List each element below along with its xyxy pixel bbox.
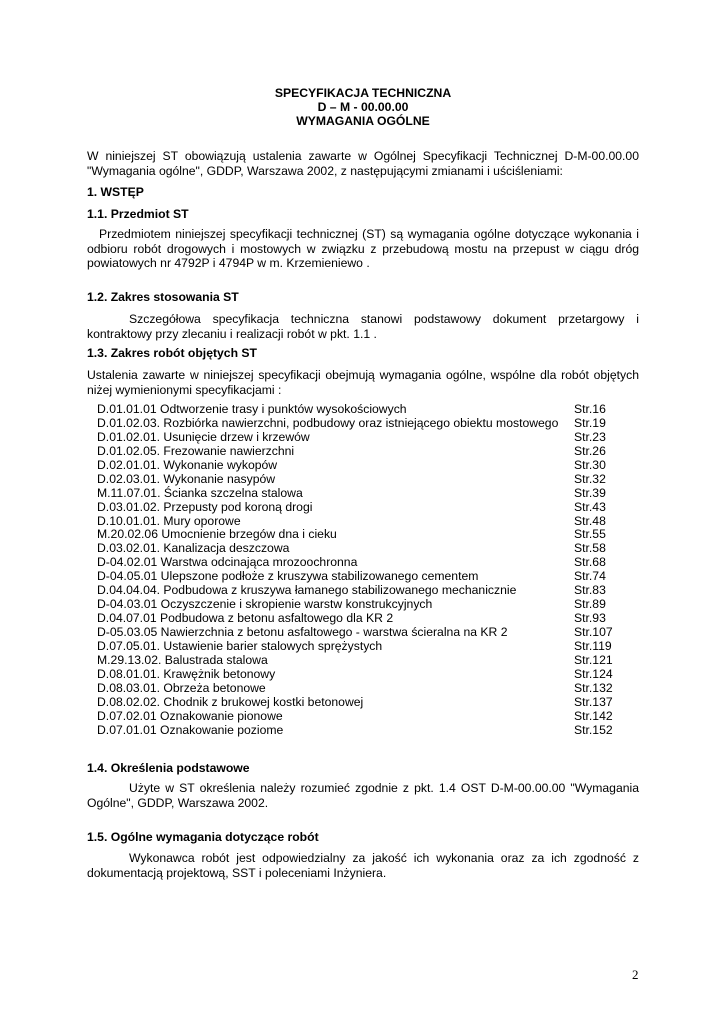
spec-title: D.03.02.01. Kanalizacja deszczowa bbox=[97, 541, 290, 556]
spec-page-ref: Str.132 bbox=[574, 680, 613, 695]
spec-page-ref: Str.124 bbox=[574, 666, 613, 681]
spec-list-item bbox=[97, 473, 639, 487]
page-number: 2 bbox=[632, 967, 639, 982]
spec-list-item bbox=[97, 515, 639, 529]
spec-title: D.08.02.02. Chodnik z brukowej kostki betonowej bbox=[97, 694, 364, 709]
title-line-1: SPECYFIKACJA TECHNICZNA bbox=[274, 86, 452, 100]
intro-paragraph: W niniejszej ST obowiązują ustalenia zawarte w Ogólnej Specyfikacji Technicznej D-M-00.00.00 "Wymagania ogólne", GDDP, Warszawa 2002, z następującymi zmianami i uściśleniami: bbox=[87, 149, 639, 178]
spec-title: D.02.01.01. Wykonanie wykopów bbox=[97, 457, 278, 472]
spec-title: M.20.02.06 Umocnienie brzegów dna i cieku bbox=[97, 527, 337, 542]
spec-list-item bbox=[97, 570, 639, 584]
spec-list-item bbox=[97, 528, 639, 542]
spec-list-item bbox=[97, 640, 639, 654]
spec-title: D.10.01.01. Mury oporowe bbox=[97, 513, 241, 528]
section-1-2-text: Szczegółowa specyfikacja techniczna stanowi podstawowy dokument przetargowy i kontraktowy przy zlecaniu i realizacji robót w pkt. 1.1 . bbox=[87, 312, 639, 341]
spec-title: D.07.01.01 Oznakowanie poziome bbox=[97, 722, 284, 737]
document-title bbox=[87, 86, 639, 128]
spec-title: M.11.07.01. Ścianka szczelna stalowa bbox=[97, 485, 303, 500]
spec-list-item bbox=[97, 487, 639, 501]
spec-page-ref: Str.68 bbox=[574, 555, 606, 570]
spec-list-item bbox=[97, 654, 639, 668]
section-1-1-heading: 1.1. Przedmiot ST bbox=[87, 207, 189, 221]
spec-title: D.01.02.01. Usunięcie drzew i krzewów bbox=[97, 429, 310, 444]
spec-title: D-04.02.01 Warstwa odcinająca mrozoochronna bbox=[97, 555, 358, 570]
title-line-3: WYMAGANIA OGÓLNE bbox=[296, 114, 430, 128]
spec-list-item bbox=[97, 626, 639, 640]
spec-page-ref: Str.152 bbox=[574, 722, 613, 737]
spec-list-item bbox=[97, 724, 639, 738]
spec-title: M.29.13.02. Balustrada stalowa bbox=[97, 652, 268, 667]
spec-list-item bbox=[97, 417, 639, 431]
spec-list-item bbox=[97, 668, 639, 682]
section-1-3-heading: 1.3. Zakres robót objętych ST bbox=[87, 346, 257, 360]
title-line-2: D – M - 00.00.00 bbox=[317, 100, 409, 114]
section-1-5-heading: 1.5. Ogólne wymagania dotyczące robót bbox=[87, 830, 319, 844]
spec-list-item bbox=[97, 598, 639, 612]
spec-page-ref: Str.137 bbox=[574, 694, 613, 709]
section-1-heading: 1. WSTĘP bbox=[87, 185, 144, 199]
spec-title: D-04.03.01 Oczyszczenie i skropienie warstw konstrukcyjnych bbox=[97, 597, 433, 612]
spec-list-item bbox=[97, 542, 639, 556]
spec-title: D.08.03.01. Obrzeża betonowe bbox=[97, 680, 266, 695]
spec-page-ref: Str.93 bbox=[574, 611, 606, 626]
spec-page-ref: Str.83 bbox=[574, 583, 606, 598]
spec-list-item bbox=[97, 501, 639, 515]
spec-page-ref: Str.107 bbox=[574, 625, 613, 639]
spec-title: D.03.01.02. Przepusty pod koroną drogi bbox=[97, 499, 313, 514]
spec-page-ref: Str.48 bbox=[574, 513, 606, 528]
spec-page-ref: Str.74 bbox=[574, 569, 606, 584]
spec-page-ref: Str.16 bbox=[574, 402, 606, 416]
spec-page-ref: Str.43 bbox=[574, 499, 606, 514]
spec-page-ref: Str.23 bbox=[574, 429, 606, 444]
spec-title: D.08.01.01. Krawężnik betonowy bbox=[97, 666, 276, 681]
section-1-4-text: Użyte w ST określenia należy rozumieć zgodnie z pkt. 1.4 OST D-M-00.00.00 "Wymagania Ogólne", GDDP, Warszawa 2002. bbox=[87, 781, 639, 810]
spec-page-ref: Str.55 bbox=[574, 527, 606, 542]
spec-title: D.01.02.03. Rozbiórka nawierzchni, podbudowy oraz istniejącego obiektu mostowego bbox=[97, 415, 559, 430]
spec-list-item bbox=[97, 556, 639, 570]
spec-list-item bbox=[97, 612, 639, 626]
spec-title: D.04.07.01 Podbudowa z betonu asfaltowego dla KR 2 bbox=[97, 611, 394, 626]
spec-title: D.04.04.04. Podbudowa z kruszywa łamanego stabilizowanego mechanicznie bbox=[97, 583, 517, 598]
section-1-5-text: Wykonawca robót jest odpowiedzialny za jakość ich wykonania oraz za ich zgodność z dokumentacją projektową, SST i poleceniami Inżyniera. bbox=[87, 851, 639, 880]
spec-list bbox=[97, 403, 639, 738]
section-1-3-text: Ustalenia zawarte w niniejszej specyfikacji obejmują wymagania ogólne, wspólne dla robót objętych niżej wymienionymi specyfikacjami : bbox=[87, 368, 639, 397]
section-1-2-heading: 1.2. Zakres stosowania ST bbox=[87, 290, 239, 304]
spec-page-ref: Str.19 bbox=[574, 415, 606, 430]
spec-list-item bbox=[97, 710, 639, 724]
spec-list-item bbox=[97, 584, 639, 598]
spec-title: D.01.02.05. Frezowanie nawierzchni bbox=[97, 443, 295, 458]
spec-title: D-04.05.01 Ulepszone podłoże z kruszywa stabilizowanego cementem bbox=[97, 569, 479, 584]
spec-list-item bbox=[97, 682, 639, 696]
spec-page-ref: Str.26 bbox=[574, 443, 606, 458]
spec-title: D-05.03.05 Nawierzchnia z betonu asfaltowego - warstwa ścieralna na KR 2 bbox=[97, 625, 508, 639]
spec-list-item bbox=[97, 696, 639, 710]
section-1-1-text: Przedmiotem niniejszej specyfikacji technicznej (ST) są wymagania ogólne dotyczące wykonania i odbioru robót drogowych i mostowych w związku z przebudową mostu na przepust w ciągu dróg powiatowych nr 4792P i 4794P w m. Krzemieniewo . bbox=[87, 227, 639, 270]
spec-page-ref: Str.142 bbox=[574, 708, 613, 723]
spec-list-item bbox=[97, 431, 639, 445]
spec-title: D.01.01.01 Odtworzenie trasy i punktów wysokościowych bbox=[97, 402, 407, 416]
spec-title: D.02.03.01. Wykonanie nasypów bbox=[97, 471, 276, 486]
spec-page-ref: Str.32 bbox=[574, 471, 606, 486]
spec-page-ref: Str.58 bbox=[574, 541, 606, 556]
spec-page-ref: Str.39 bbox=[574, 485, 606, 500]
spec-page-ref: Str.121 bbox=[574, 652, 613, 667]
spec-list-item bbox=[97, 459, 639, 473]
spec-page-ref: Str.119 bbox=[574, 638, 612, 653]
spec-list-item bbox=[97, 403, 639, 417]
spec-title: D.07.02.01 Oznakowanie pionowe bbox=[97, 708, 283, 723]
spec-list-item bbox=[97, 445, 639, 459]
section-1-4-heading: 1.4. Określenia podstawowe bbox=[87, 761, 250, 775]
spec-page-ref: Str.30 bbox=[574, 457, 606, 472]
spec-title: D.07.05.01. Ustawienie barier stalowych sprężystych bbox=[97, 638, 383, 653]
spec-page-ref: Str.89 bbox=[574, 597, 606, 612]
